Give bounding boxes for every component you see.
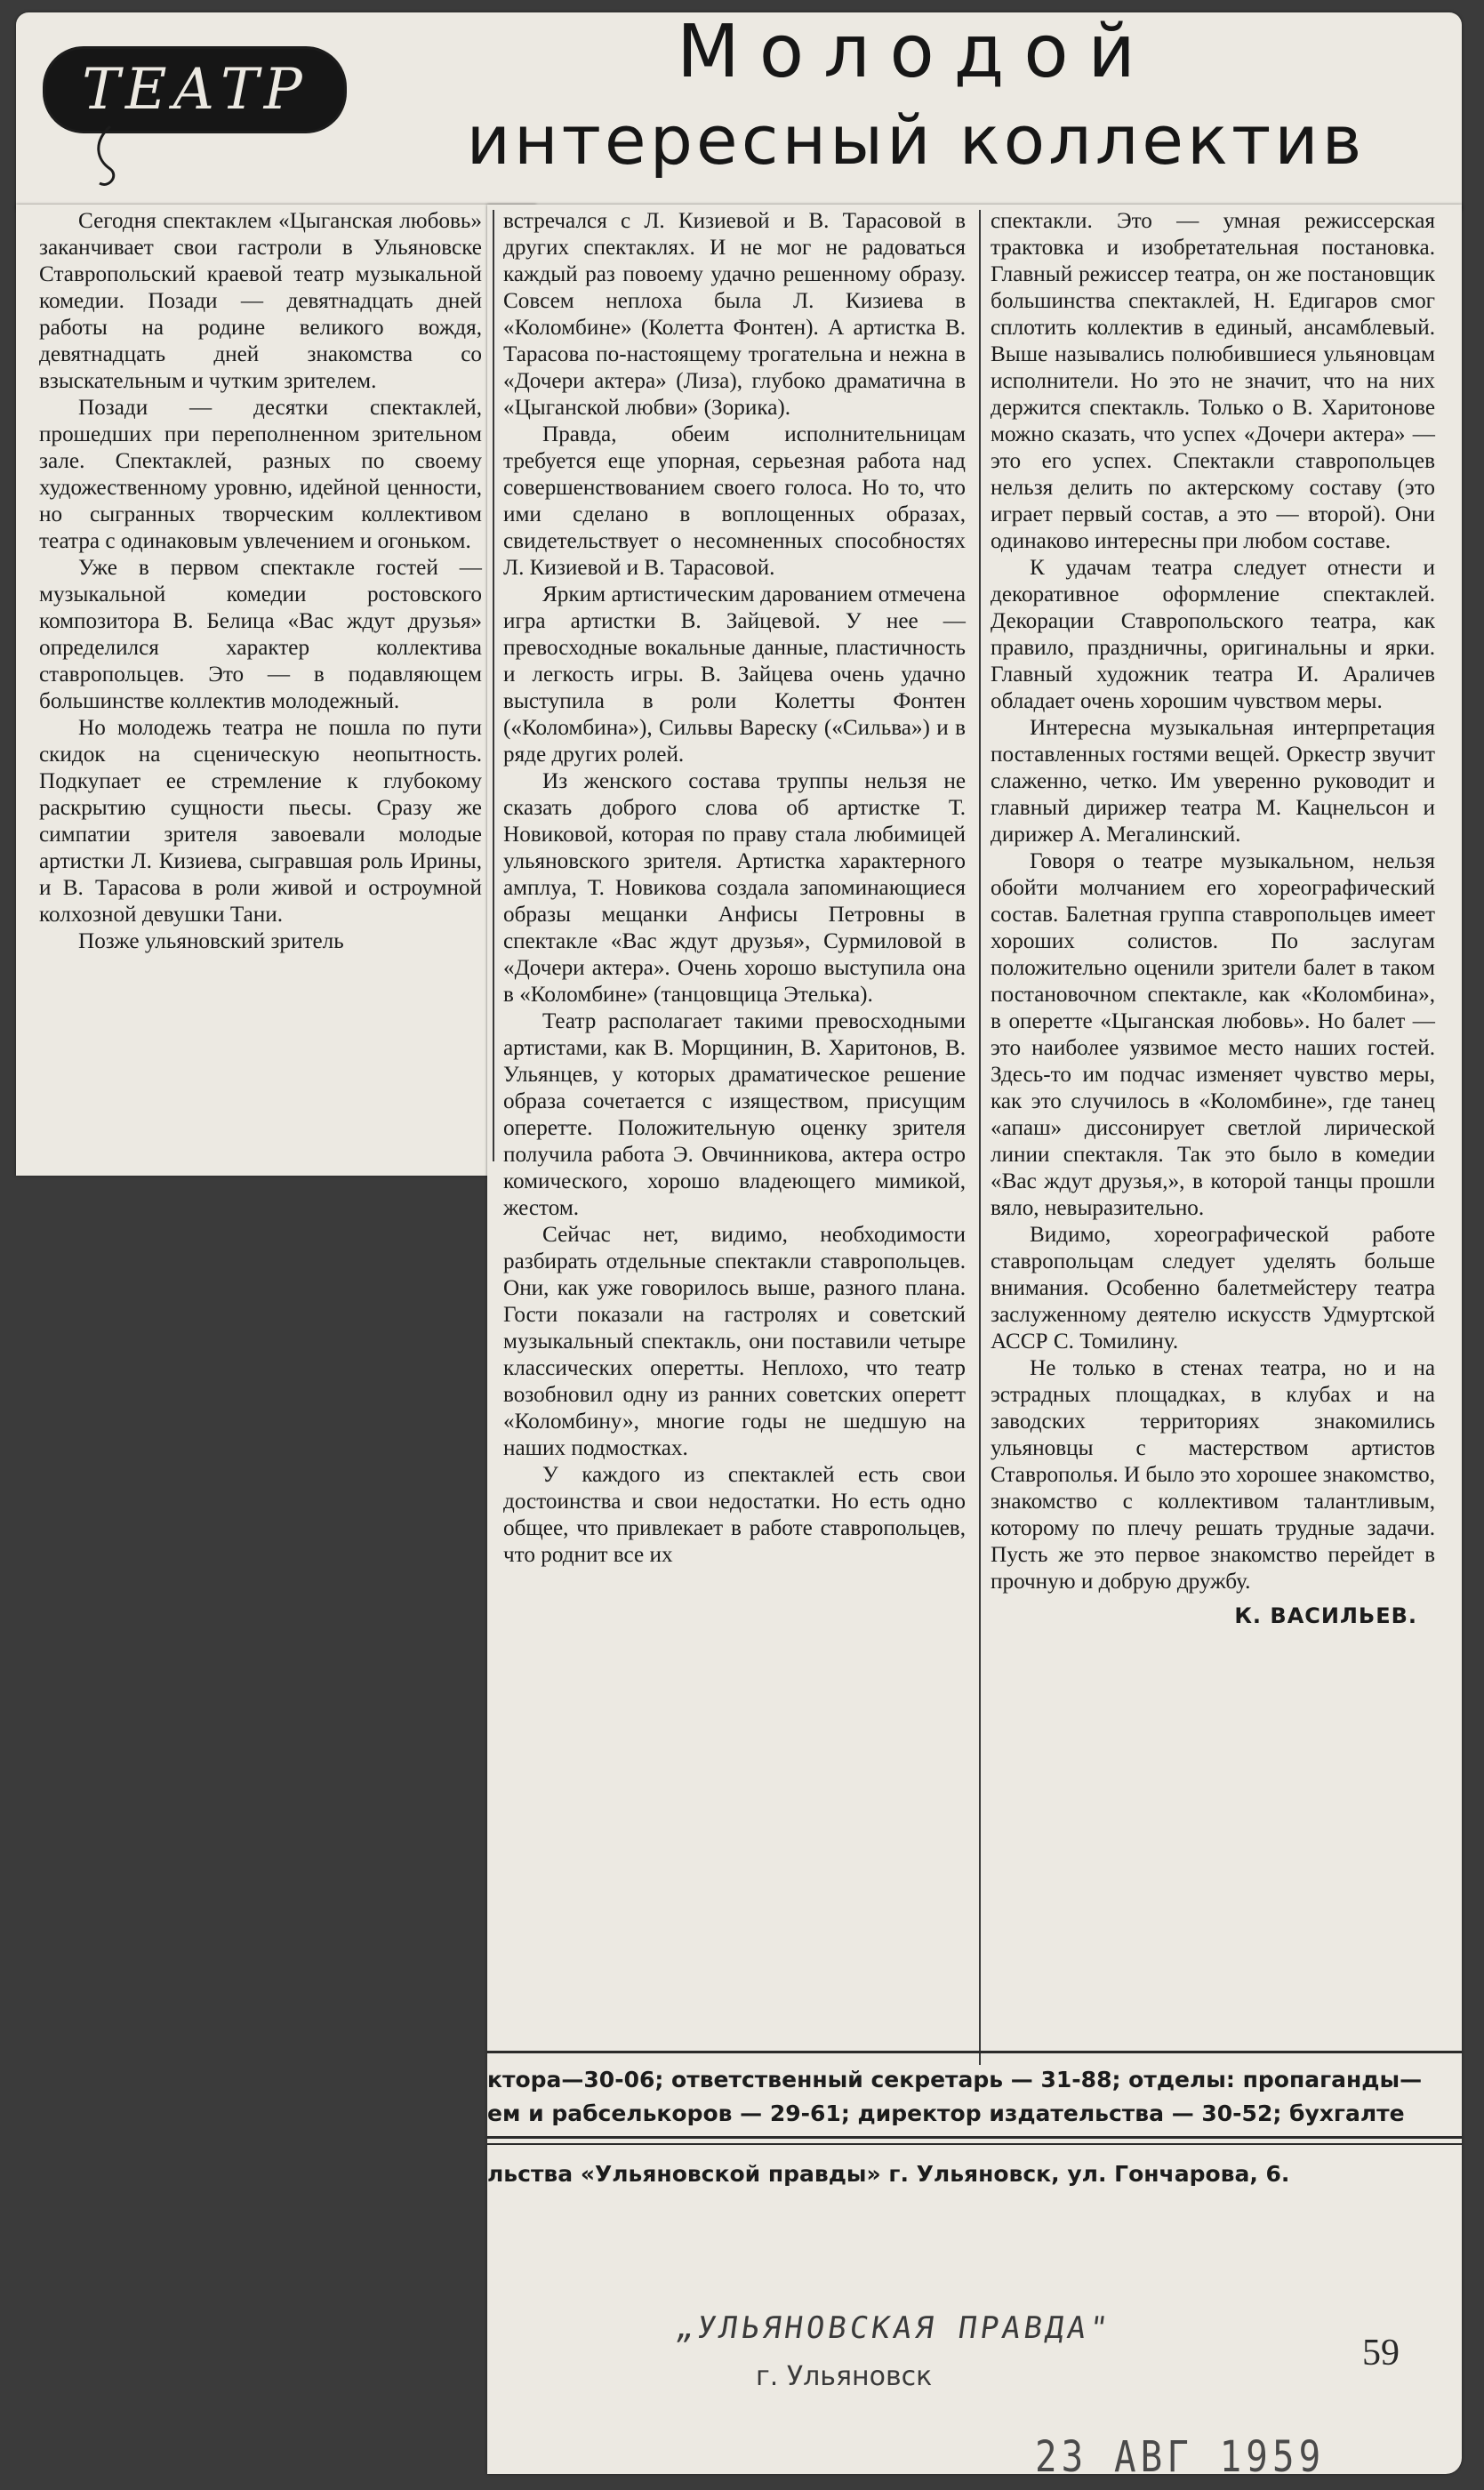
footer-rule: [487, 2143, 1462, 2145]
paragraph: Сейчас нет, видимо, необходимости разбирать отдельные спектакли ставропольцев. Они, как уже говорилось выше, разного плана. Гости показали на гастролях и советский музыкальный спектакль, они поставили четыре классических оперетты. Неплохо, что театр возобновил одну из ранних советских оперетт «Коломбину», многие годы не шедшую на наших подмостках.: [503, 1223, 966, 1460]
paragraph: Не только в стенах театра, но и на эстрадных площадках, в клубах и на заводских территориях знакомились ульяновцы с мастерством артистов Ставрополья. И было это хорошее знакомство, знакомство с коллективом талантливым, которому по плечу решать трудные задачи. Пусть же это первое знакомство перейдет в прочную и добрую дружбу.: [991, 1356, 1435, 1594]
paragraph: Уже в первом спектакле гостей — музыкальной комедии ростовского композитора В. Белица «Вас ждут друзья» определился характер коллектива ставропольцев. Это — в подавляющем большинстве коллектив молодежный.: [39, 556, 482, 713]
rubric-flourish-icon: [92, 124, 146, 196]
publisher-address: льства «Ульяновской правды» г. Ульяновск, ул. Гончарова, 6.: [487, 2161, 1290, 2187]
column-divider: [979, 210, 981, 2065]
rubric-label: ТЕАТР: [82, 57, 308, 123]
paragraph: Правда, обеим исполнительницам требуется еще упорная, серьезная работа над совершенствованием своего голоса. Но то, что ими сделано в воплощенных образах, свидетельствует о несомненных способностях Л. Кизиевой и В. Тарасовой.: [503, 422, 966, 580]
article-column-3: [991, 208, 1435, 1629]
paragraph: К удачам театра следует отнести и декоративное оформление спектаклей. Декорации Ставропольского театра, как правило, праздничны, оригинальны и ярки. Главный художник театра И. Араличев обладает очень хорошим чувством меры.: [991, 556, 1435, 713]
author-signature: К. ВАСИЛЬЕВ.: [1234, 1603, 1417, 1628]
paragraph: Интересна музыкальная интерпретация поставленных гостями вещей. Оркестр звучит слаженно, четко. Им уверенно руководит и главный дирижер театра М. Кацнельсон и дирижер А. Мегалинский.: [991, 716, 1435, 847]
paragraph: Из женского состава труппы нельзя не сказать доброго слова об артистке Т. Новиковой, которая по праву стала любимицей ульяновского зрителя. Артистка характерного амплуа, Т. Новикова создала запоминающиеся образы мещанки Анфисы Петровны в спектакле «Вас ждут друзья», Сурмиловой в «Дочери актера». Очень хорошо выступила она в «Коломбине» (танцовщица Этелька).: [503, 769, 966, 1007]
headline-line-2: интересный коллектив: [466, 100, 1366, 180]
paragraph: встречался с Л. Кизиевой и В. Тарасовой в других спектаклях. И не мог не радоваться каждый раз повоему удачно решенному образу. Совсем неплоха была Л. Кизиева в «Коломбине» (Колетта Фонтен). А артистка В. Тарасова по-настоящему трогательна и нежна в «Дочери актера» (Лиза), глубоко драматична в «Цыганской любви» (Зорика).: [503, 209, 966, 420]
rubric-badge: [43, 46, 347, 133]
article-column-2: [503, 208, 966, 1569]
paragraph: Но молодежь театра не пошла по пути скидок на сценическую неопытность. Подкупает ее стремление к глубокому раскрытию сущности пьесы. Сразу же симпатии зрителя завоевали молодые артистки Л. Кизиева, сыгравшая роль Ирины, и В. Тарасова в роли живой и остроумной колхозной девушки Тани.: [39, 716, 482, 927]
newspaper-stamp: „УЛЬЯНОВСКАЯ ПРАВДА": [673, 2310, 1114, 2346]
city-stamp: г. Ульяновск: [756, 2361, 933, 2392]
paragraph: Театр располагает такими превосходными артистами, как В. Морщинин, В. Харитонов, В. Ульянцев, у которых драматическое решение образа сочетается с изяществом, присущим оперетте. Положительную оценку зрителя получила работа Э. Овчинникова, актера остро комического, хорошо владеющего мимикой, жестом.: [503, 1009, 966, 1220]
paragraph: Позади — десятки спектаклей, прошедших при переполненном зрительном зале. Спектаклей, разных по своему художественному уровню, идейной ценности, но сыгранных творческим коллективом театра с одинаковым увлечением и огоньком.: [39, 396, 482, 553]
headline: [391, 10, 1440, 180]
column-divider: [493, 210, 494, 1161]
staff-phones-line-2: ем и рабселькоров — 29-61; директор издательства — 30-52; бухгалте: [487, 2100, 1405, 2126]
headline-line-1: Молодой: [677, 10, 1155, 94]
paragraph: Позже ульяновский зритель: [78, 929, 344, 953]
paragraph: спектакли. Это — умная режиссерская трактовка и изобретательная постановка. Главный режиссер театра, он же постановщик большинства спектаклей, Н. Едигаров смог сплотить коллектив в единый, ансамблевый. Выше назывались полюбившиеся ульяновцам исполнители. Но это не значит, что на них держится спектакль. Только о В. Харитонове можно сказать, что успех «Дочери актера» — это его успех. Спектакли ставропольцев нельзя делить по актерскому составу (это играет первый состав, а это — второй). Они одинаково интересны при любом составе.: [991, 209, 1435, 553]
paragraph: Ярким артистическим дарованием отмечена игра артистки В. Зайцевой. У нее — превосходные вокальные данные, пластичность и легкость игры. В. Зайцева очень удачно выступила в роли Колетты Фонтен («Коломбина»), Сильвы Вареску («Сильва») и в ряде других ролей.: [503, 582, 966, 767]
paragraph: Видимо, хореографической работе ставропольцам следует уделять больше внимания. Особенно балетмейстеру театра заслуженному деятелю искусств Удмуртской АССР С. Томилину.: [991, 1223, 1435, 1353]
paragraph: Говоря о театре музыкальном, нельзя обойти молчанием его хореографический состав. Балетная группа ставропольцев имеет хороших солистов. По заслугам положительно оценили зрители балет в таком постановочном спектакле, как «Коломбина», в оперетте «Цыганская любовь». Но балет — это наиболее уязвимое место наших гостей. Здесь-то им подчас изменяет чувство меры, как это случилось в «Коломбине», где танец «апаш» диссонирует светлой лирической линии спектакля. Так это было в комедии «Вас ждут друзья,», в которой танцы прошли вяло, невыразительно.: [991, 849, 1435, 1220]
article-column-1: [39, 208, 482, 955]
footer-rule: [487, 2051, 1462, 2053]
footer-rule: [487, 2136, 1462, 2139]
page-number: 59: [1362, 2333, 1400, 2374]
paragraph: Сегодня спектаклем «Цыганская любовь» заканчивает свои гастроли в Ульяновске Ставропольский краевой театр музыкальной комедии. Позади — девятнадцать дней работы на родине великого вождя, девятнадцать дней знакомства со взыскательным и чутким зрителем.: [39, 209, 482, 393]
paragraph: У каждого из спектаклей есть свои достоинства и свои недостатки. Но есть одно общее, что привлекает в работе ставропольцев, что роднит все их: [503, 1463, 966, 1567]
staff-phones-line-1: ктора—30-06; ответственный секретарь — 31-88; отделы: пропаганды—: [487, 2067, 1423, 2092]
date-stamp: 23 АВГ 1959: [1035, 2432, 1326, 2482]
